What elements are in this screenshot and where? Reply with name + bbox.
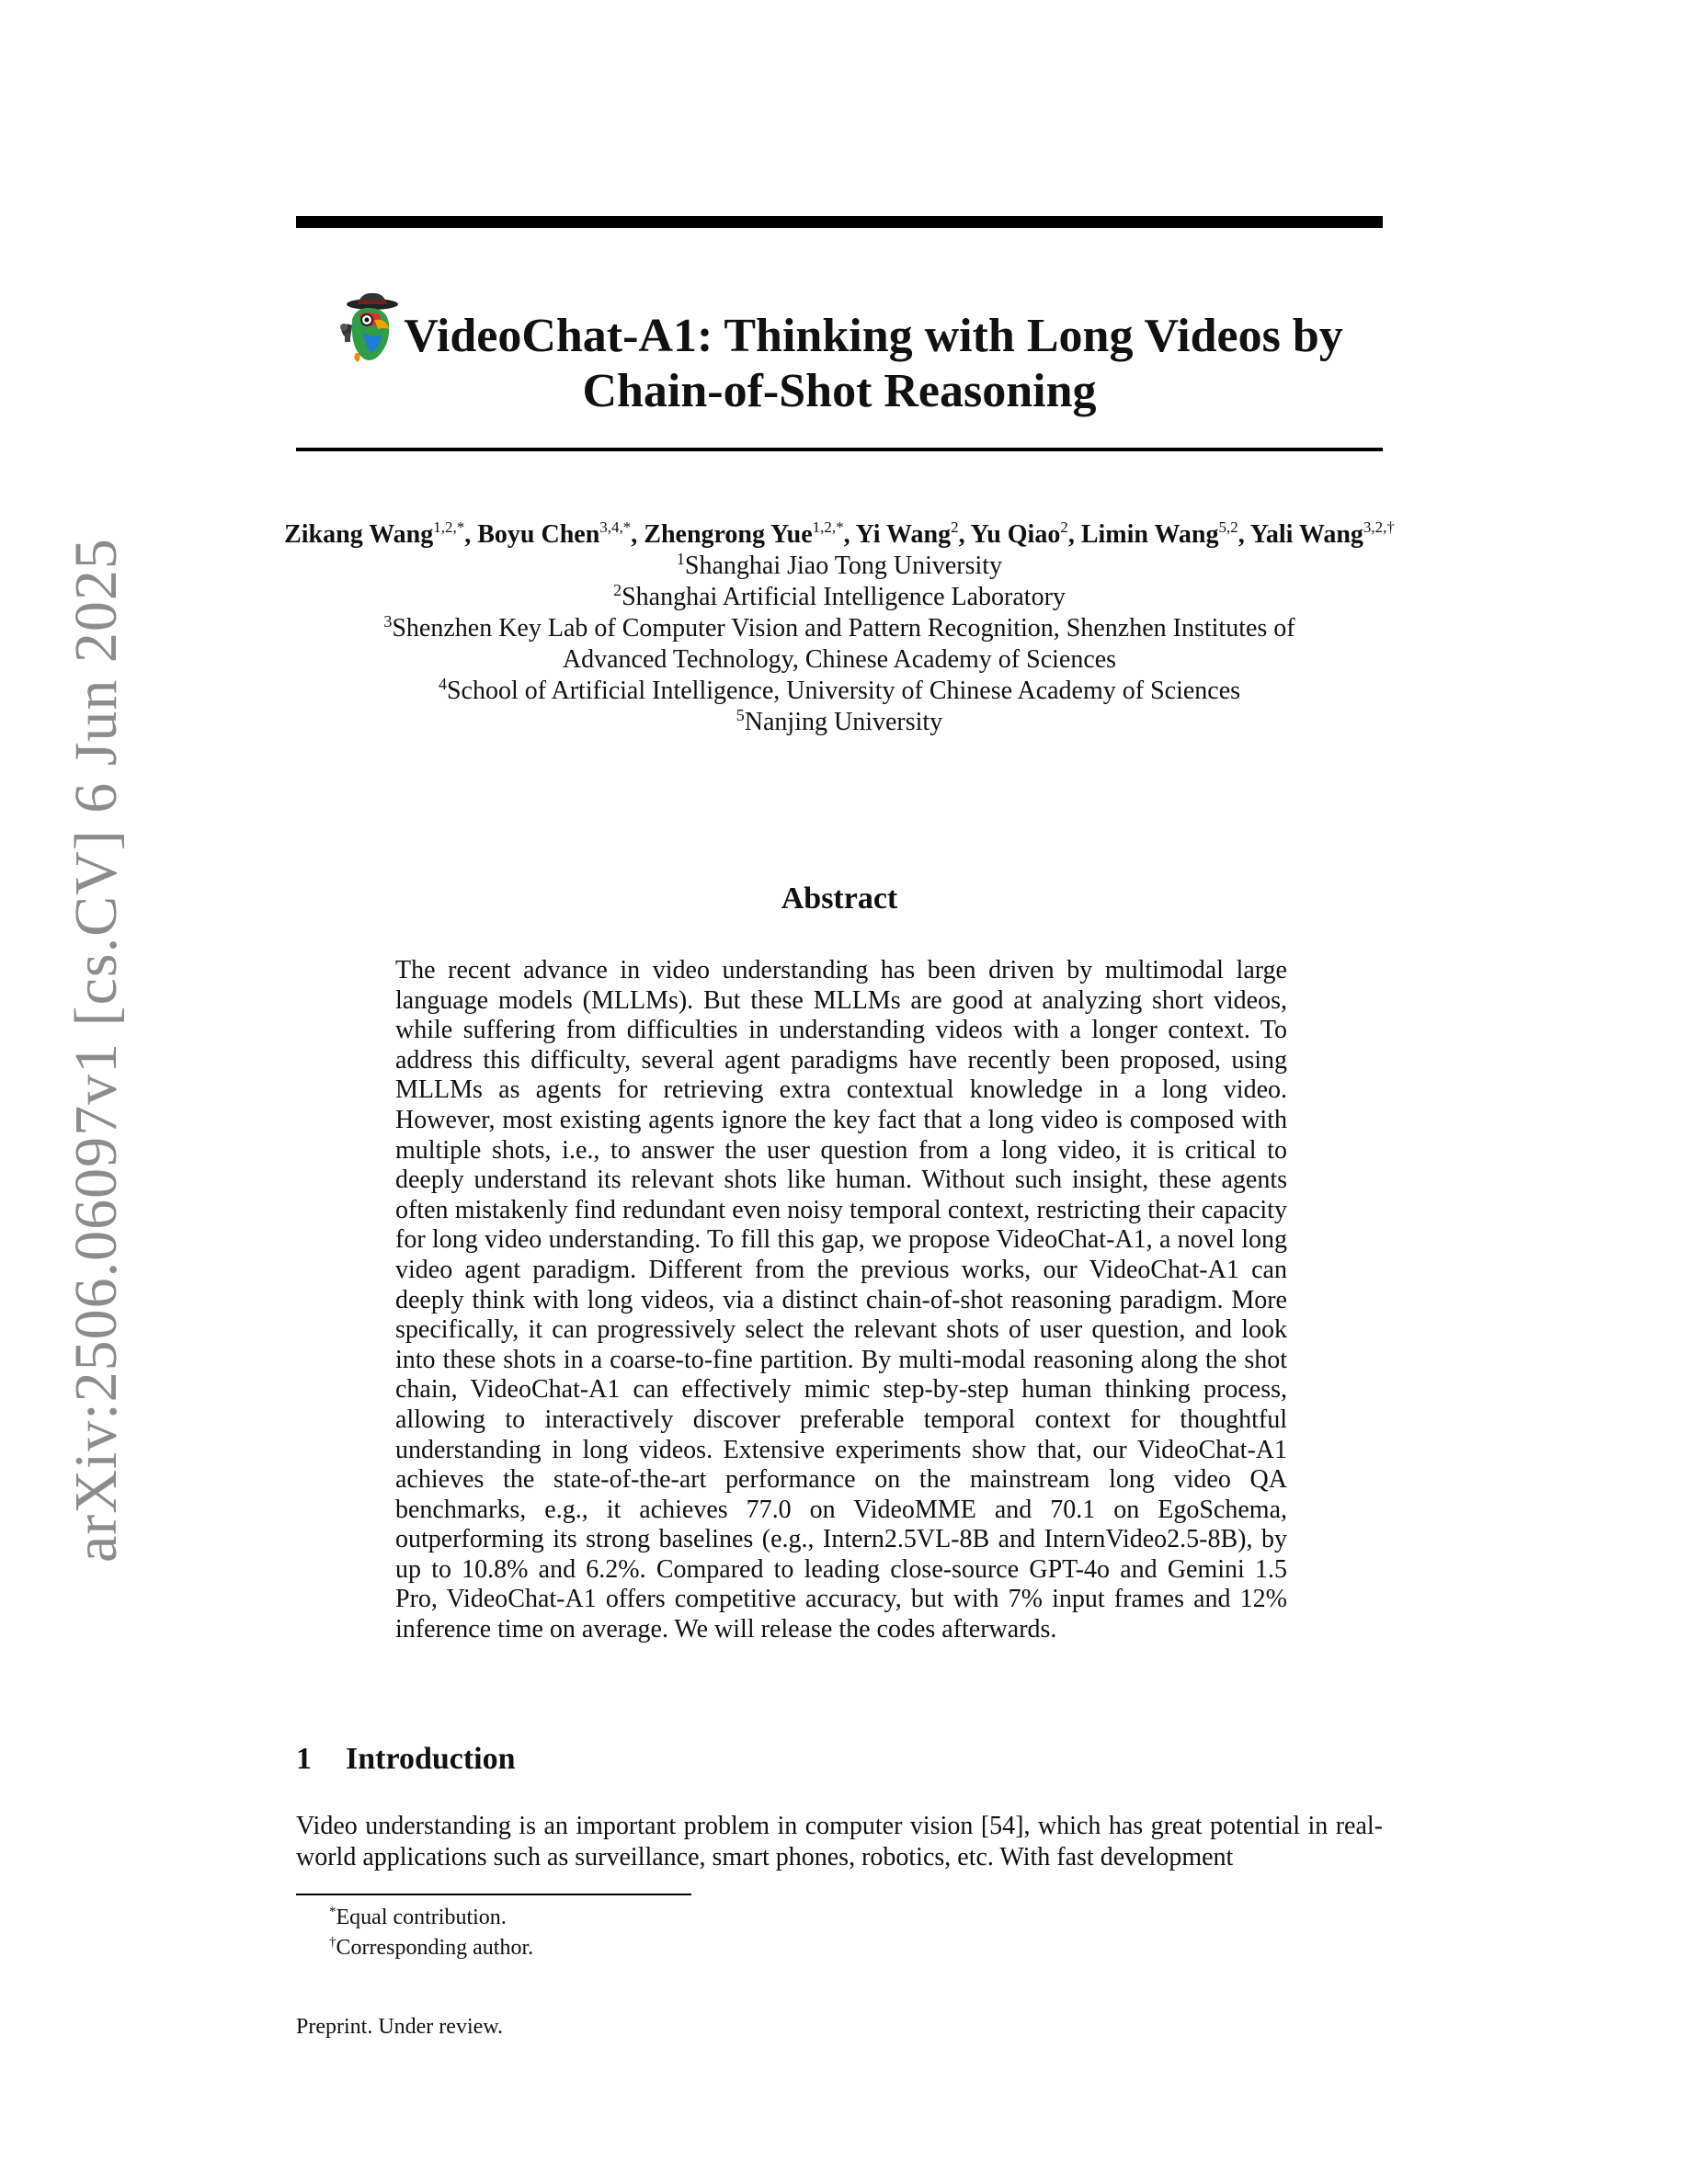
footnote-text: Equal contribution.: [336, 1905, 507, 1929]
section-heading-introduction: [296, 1741, 516, 1778]
arxiv-identifier-stamp: arXiv:2506.06097v1 [cs.CV] 6 Jun 2025: [63, 538, 130, 1563]
affiliation-number: 3: [383, 612, 393, 631]
affiliation-number: 4: [438, 675, 447, 693]
author-name: Yali Wang: [1249, 520, 1363, 549]
section-number: 1: [296, 1742, 312, 1776]
author-affiliation-marks: 2: [951, 518, 959, 536]
title-rule-top: [296, 216, 1383, 228]
footnote-mark: *: [329, 1905, 336, 1919]
affiliation-text: Shanghai Artificial Intelligence Laboratory: [622, 583, 1066, 611]
footnote-rule: [296, 1894, 691, 1895]
section-title: Introduction: [346, 1742, 516, 1776]
author-affiliation-marks: 1,2,*: [433, 518, 465, 536]
affiliation-number: 1: [676, 550, 685, 568]
affiliation-number: 5: [736, 706, 745, 724]
paper-title: [296, 292, 1383, 419]
author-name: Zhengrong Yue: [644, 520, 813, 549]
title-rule-bottom: [296, 448, 1383, 451]
author-name: Yi Wang: [855, 520, 952, 549]
parrot-detective-logo-icon: [336, 292, 402, 364]
author-separator: ,: [958, 520, 971, 549]
footnote-mark: †: [329, 1935, 336, 1950]
abstract-text: The recent advance in video understanding has been driven by multimodal large language models (MLLMs). But these MLLMs are good at analyzing short videos, while suffering from difficulties in understanding videos with a longer context. To address this difficulty, several agent paradigms have recently been proposed, using MLLMs as agents for retrieving extra contextual knowledge in a long video. However, most existing agents ignore the key fact that a long video is composed with multiple shots, i.e., to answer the user question from a long video, it is critical to deeply understand its relevant shots like human. Without such insight, these agents often mistakenly find redundant even noisy temporal context, restricting their capacity for long video understanding. To fill this gap, we propose VideoChat-A1, a novel long video agent paradigm. Different from the previous works, our VideoChat-A1 can deeply think with long videos, via a distinct chain-of-shot reasoning paradigm. More specifically, it can progressively select the relevant shots of user question, and look into these shots in a coarse-to-fine partition. By multi-modal reasoning along the shot chain, VideoChat-A1 can effectively mimic step-by-step human thinking process, allowing to interactively discover preferable temporal context for thoughtful understanding in long videos. Extensive experiments show that, our VideoChat-A1 achieves the state-of-the-art performance on the mainstream long video QA benchmarks, e.g., it achieves 77.0 on VideoMME and 70.1 on EgoSchema, outperforming its strong baselines (e.g., Intern2.5VL-8B and InternVideo2.5-8B), by up to 10.8% and 6.2%. Compared to leading close-source GPT-4o and Gemini 1.5 Pro, VideoChat-A1 offers competitive accuracy, but with 7% input frames and 12% inference time on average. We will release the codes afterwards.: [395, 956, 1287, 1644]
title-line-2: Chain-of-Shot Reasoning: [582, 365, 1097, 417]
author-name: Yu Qiao: [970, 520, 1061, 549]
title-line-1: [296, 292, 1383, 364]
author-affiliation-marks: 3,4,*: [599, 518, 632, 536]
affiliation: [267, 613, 1412, 644]
preprint-note: Preprint. Under review.: [296, 2015, 504, 2039]
footnote-equal-contribution: [329, 1903, 533, 1933]
author-affiliation-marks: 1,2,*: [812, 518, 844, 536]
author-separator: ,: [1237, 520, 1250, 549]
author-separator: ,: [843, 520, 856, 549]
affiliation-text: School of Artificial Intelligence, University of Chinese Academy of Sciences: [446, 677, 1241, 705]
affiliation-list: [267, 551, 1412, 738]
author-name: Zikang Wang: [284, 520, 434, 549]
affiliation: [267, 551, 1412, 582]
author-separator: ,: [1067, 520, 1081, 549]
footnote-text: Corresponding author.: [336, 1936, 534, 1960]
affiliation-text: Advanced Technology, Chinese Academy of Sciences: [562, 645, 1117, 674]
introduction-text: Video understanding is an important problem in computer vision [54], which has great potential in real-world applications such as surveillance, smart phones, robotics, etc. With fast development: [296, 1812, 1383, 1871]
footnote-corresponding-author: [329, 1933, 533, 1963]
author-separator: ,: [631, 520, 644, 549]
affiliation: [267, 676, 1412, 707]
author-separator: ,: [464, 520, 478, 549]
affiliation: [267, 707, 1412, 738]
title-line-1-text: VideoChat-A1: Thinking with Long Videos by: [404, 310, 1343, 362]
author-name: Limin Wang: [1080, 520, 1219, 549]
footnote-list: [329, 1903, 533, 1963]
author-name: Boyu Chen: [477, 520, 600, 549]
affiliation: [267, 582, 1412, 613]
affiliation-text: Shanghai Jiao Tong University: [684, 552, 1003, 580]
author-list: [267, 519, 1412, 551]
author-affiliation-marks: 3,2,†: [1363, 518, 1395, 536]
affiliation-number: 2: [613, 581, 622, 599]
affiliation-text: Nanjing University: [744, 708, 943, 736]
author-affiliation-marks: 2: [1060, 518, 1068, 536]
author-affiliation-marks: 5,2: [1218, 518, 1238, 536]
affiliation: [267, 644, 1412, 676]
affiliation-text: Shenzhen Key Lab of Computer Vision and Pattern Recognition, Shenzhen Institutes of: [392, 614, 1295, 643]
abstract-heading: Abstract: [781, 882, 898, 916]
author-block: [267, 519, 1412, 738]
